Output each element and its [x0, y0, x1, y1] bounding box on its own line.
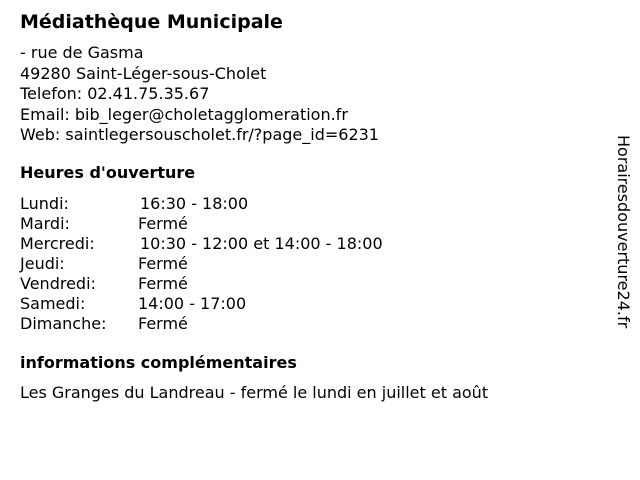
hours-row-wednesday — [20, 234, 460, 254]
day-label: Lundi: — [20, 194, 69, 213]
opening-hours-table — [20, 194, 460, 334]
city-address: 49280 Saint-Léger-sous-Cholet — [20, 63, 267, 83]
day-label: Mercredi: — [20, 234, 95, 253]
day-hours: Fermé — [138, 274, 188, 293]
day-hours: Fermé — [138, 254, 188, 273]
day-hours: Fermé — [138, 214, 188, 233]
opening-hours-heading: Heures d'ouverture — [20, 163, 196, 182]
day-label: Vendredi: — [20, 274, 96, 293]
street-address: - rue de Gasma — [20, 43, 144, 62]
additional-info-heading: informations complémentaires — [20, 353, 297, 372]
additional-info-text: Les Granges du Landreau - fermé le lundi en juillet et août — [20, 383, 489, 402]
email-address[interactable]: Email: bib_leger@choletagglomeration.fr — [20, 104, 348, 124]
hours-row-sunday — [20, 314, 460, 334]
day-hours: 16:30 - 18:00 — [140, 194, 249, 213]
hours-row-thursday — [20, 254, 460, 274]
library-name: Médiathèque Municipale — [20, 11, 283, 33]
phone-number[interactable]: Telefon: 02.41.75.35.67 — [20, 84, 210, 103]
address-block — [20, 43, 379, 146]
website-link[interactable]: Web: saintlegersouscholet.fr/?page_id=6231 — [20, 125, 379, 144]
hours-row-monday — [20, 194, 460, 214]
day-label: Samedi: — [20, 294, 86, 313]
day-hours: 10:30 - 12:00 et 14:00 - 18:00 — [140, 234, 383, 253]
hours-row-saturday — [20, 294, 460, 314]
day-label: Mardi: — [20, 214, 70, 233]
hours-row-tuesday — [20, 214, 460, 234]
hours-row-friday — [20, 274, 460, 294]
day-label: Jeudi: — [20, 254, 65, 273]
day-label: Dimanche: — [20, 314, 107, 333]
day-hours: 14:00 - 17:00 — [138, 294, 247, 313]
day-hours: Fermé — [138, 314, 188, 333]
site-watermark: Horairesdouverture24.fr — [614, 135, 633, 329]
